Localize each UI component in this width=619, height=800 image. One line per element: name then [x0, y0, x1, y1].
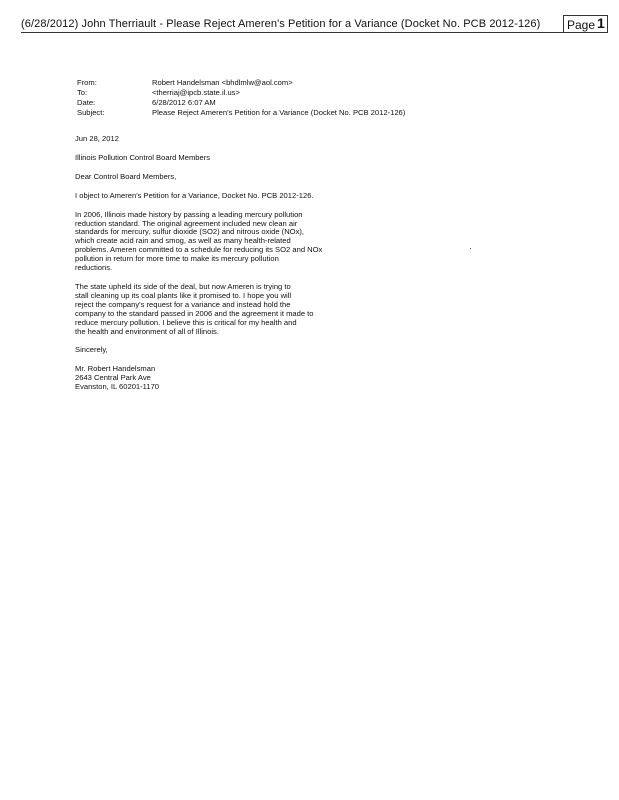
letter-addressee: Illinois Pollution Control Board Members	[75, 152, 211, 162]
paragraph-line: company to the standard passed in 2006 and the agreement it made to	[75, 308, 314, 318]
paragraph-line: In 2006, Illinois made history by passing a leading mercury pollution	[75, 209, 303, 219]
paragraph-line: stall cleaning up its coal plants like it promised to. I hope you will	[75, 290, 292, 300]
meta-key: Subject:	[77, 107, 105, 117]
page-label: Page	[567, 18, 596, 32]
paragraph-line: the health and environment of all of Illinois.	[75, 326, 219, 336]
scan-artifact	[470, 248, 471, 249]
paragraph-1	[75, 211, 375, 273]
meta-value: <therriaj@ipcb.state.il.us>	[152, 87, 240, 97]
paragraph-line: reject the company's request for a variance and instead hold the	[75, 299, 291, 309]
meta-value: Please Reject Ameren's Petition for a Variance (Docket No. PCB 2012-126)	[152, 107, 406, 117]
letter-body	[75, 135, 375, 392]
letter-opening: I object to Ameren's Petition for a Variance, Docket No. PCB 2012-126.	[75, 190, 314, 200]
letter-date: Jun 28, 2012	[75, 134, 119, 143]
meta-row-to	[77, 88, 405, 98]
paragraph-line: reduction standard. The original agreement included new clean air	[75, 218, 298, 228]
paragraph-line: reductions.	[75, 263, 113, 273]
meta-key: From:	[77, 78, 97, 87]
meta-row-date	[77, 98, 405, 108]
meta-value: Robert Handelsman <bhdlmlw@aol.com>	[152, 78, 293, 87]
letter-closing: Sincerely,	[75, 345, 108, 355]
meta-value: 6/28/2012 6:07 AM	[152, 97, 216, 107]
signature-line: 2643 Central Park Ave	[75, 373, 151, 383]
paragraph-line: pollution in return for more time to make its mercury pollution	[75, 254, 279, 264]
signature-block	[75, 365, 375, 392]
paragraph-2	[75, 283, 375, 336]
header-rule	[21, 32, 607, 33]
meta-key: To:	[77, 87, 88, 97]
page-number: 1	[597, 15, 605, 31]
paragraph-line: which create acid rain and smog, as well as many health-related	[75, 236, 291, 246]
paragraph-line: problems. Ameren committed to a schedule for reducing its SO2 and NOx	[75, 245, 323, 255]
signature-line: Mr. Robert Handelsman	[75, 364, 156, 374]
meta-row-from	[77, 78, 405, 88]
meta-key: Date:	[77, 97, 96, 107]
email-meta	[77, 78, 405, 118]
meta-row-subject	[77, 108, 405, 118]
paragraph-line: The state upheld its side of the deal, but now Ameren is trying to	[75, 281, 291, 291]
letter-salutation: Dear Control Board Members,	[75, 171, 177, 181]
header-title: (6/28/2012) John Therriault - Please Reject Ameren's Petition for a Variance (Docket No. PCB 2012-126)	[21, 18, 541, 30]
paragraph-line: reduce mercury pollution. I believe this is critical for my health and	[75, 317, 297, 327]
signature-line: Evanston, IL 60201-1170	[75, 382, 160, 392]
paragraph-line: standards for mercury, sulfur dioxide (SO2) and nitrous oxide (NOx),	[75, 227, 305, 237]
